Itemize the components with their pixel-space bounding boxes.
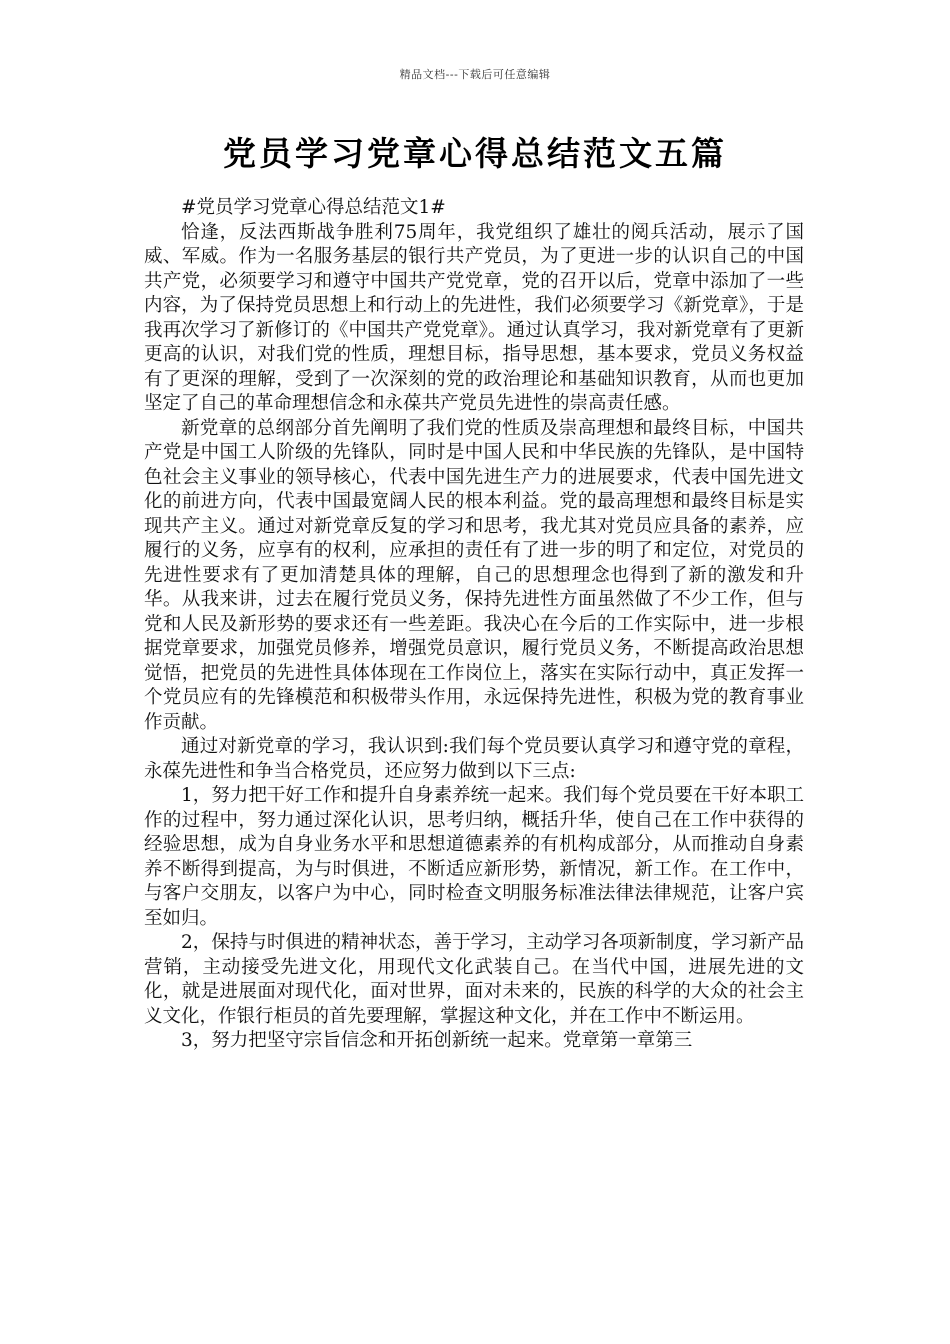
- paragraph-5: 2，保持与时俱进的精神状态，善于学习，主动学习各项新制度，学习新产品营销，主动接受先进文化，用现代文化武装自己。在当代中国，进展先进的文化，就是进展面对现代化，面对世界，面对未来的，民族的科学的大众的社会主义文化，作银行柜员的首先要理解，掌握这种文化，并在工作中不断运用。: [144, 932, 804, 1027]
- page-header-note: 精品文档---下载后可任意编辑: [399, 68, 551, 81]
- document-title: 党员学习党章心得总结范文五篇: [223, 134, 727, 173]
- document-body: [144, 196, 804, 1054]
- paragraph-4: 1，努力把干好工作和提升自身素养统一起来。我们每个党员要在干好本职工作的过程中，努力通过深化认识，思考归纳，概括升华，使自己在工作中获得的经验思想，成为自身业务水平和思想道德素养的有机构成部分，从而推动自身素养不断得到提高，为与时俱进，不断适应新形势，新情况，新工作。在工作中，与客户交朋友，以客户为中心，同时检查文明服务标准法律法律规范，让客户宾至如归。: [144, 785, 804, 929]
- paragraph-1: 恰逢，反法西斯战争胜利75周年，我党组织了雄壮的阅兵活动，展示了国威、军威。作为一名服务基层的银行共产党员，为了更进一步的认识自己的中国共产党，必须要学习和遵守中国共产党党章，党的召开以后，党章中添加了一些内容，为了保持党员思想上和行动上的先进性，我们必须要学习《新党章》，于是我再次学习了新修订的《中国共产党党章》。通过认真学习，我对新党章有了更新更高的认识，对我们党的性质，理想目标，指导思想，基本要求，党员义务权益有了更深的理解，受到了一次深刻的党的政治理论和基础知识教育，从而也更加坚定了自己的革命理想信念和永葆共产党员先进性的崇高责任感。: [144, 221, 804, 414]
- paragraph-2: 新党章的总纲部分首先阐明了我们党的性质及崇高理想和最终目标，中国共产党是中国工人阶级的先锋队，同时是中国人民和中华民族的先锋队，是中国特色社会主义事业的领导核心，代表中国先进生产力的进展要求，代表中国先进文化的前进方向，代表中国最宽阔人民的根本利益。党的最高理想和最终目标是实现共产主义。通过对新党章反复的学习和思考，我尤其对党员应具备的素养，应履行的义务，应享有的权利，应承担的责任有了进一步的明了和定位，对党员的先进性要求有了更加清楚具体的理解，自己的思想理念也得到了新的激发和升华。从我来讲，过去在履行党员义务，保持先进性方面虽然做了不少工作，但与党和人民及新形势的要求还有一些差距。我决心在今后的工作实际中，进一步根据党章要求，加强党员修养，增强党员意识，履行党员义务，不断提高政治思想觉悟，把党员的先进性具体体现在工作岗位上，落实在实际行动中，真正发挥一个党员应有的先锋模范和积极带头作用，永远保持先进性，积极为党的教育事业作贡献。: [144, 417, 804, 733]
- section-heading: #党员学习党章心得总结范文1#: [181, 197, 446, 218]
- paragraph-6: 3，努力把坚守宗旨信念和开拓创新统一起来。党章第一章第三: [181, 1030, 693, 1051]
- paragraph-3: 通过对新党章的学习，我认识到:我们每个党员要认真学习和遵守党的章程，永葆先进性和争当合格党员，还应努力做到以下三点:: [144, 736, 804, 782]
